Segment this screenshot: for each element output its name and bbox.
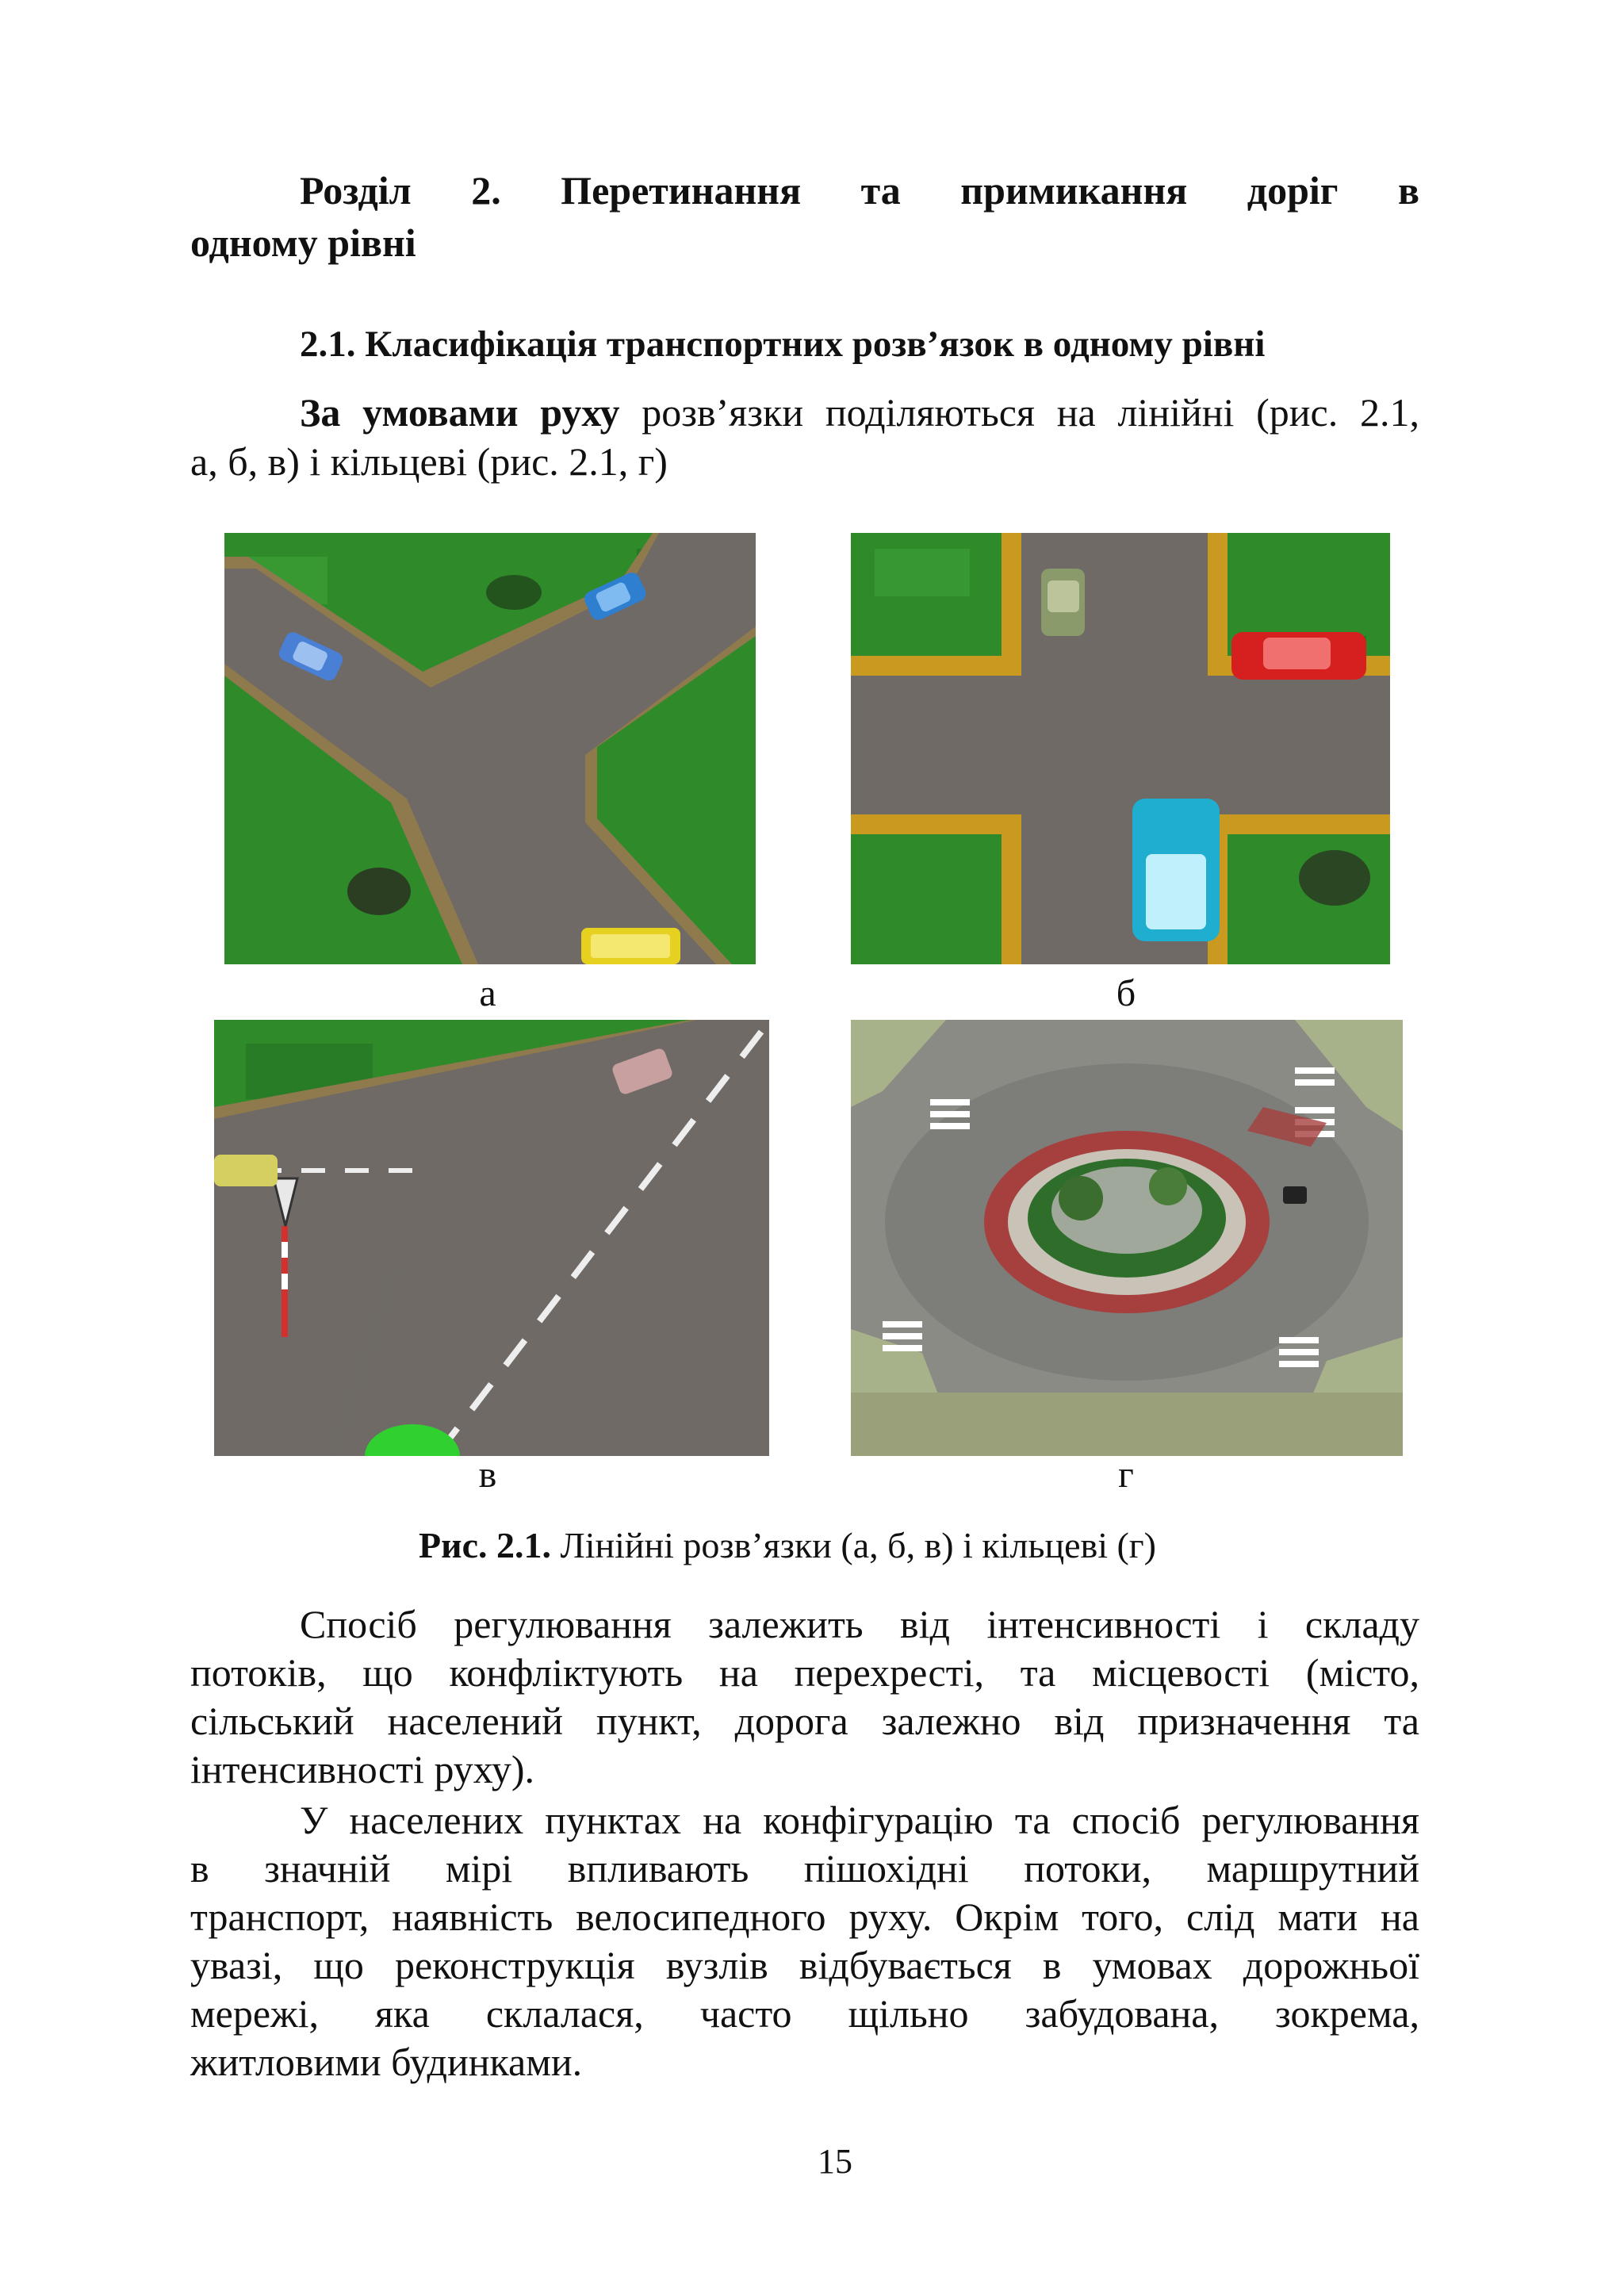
figure-a-image	[224, 533, 756, 964]
para2-line3: транспорт, наявність велосипедного руху. Окрім того, слід мати на	[190, 1895, 1419, 1939]
para2-line5: мережі, яка склалася, часто щільно забудована, зокрема,	[190, 1991, 1419, 2036]
figure-caption	[419, 1523, 1291, 1568]
para2-line6: житловими будинками.	[190, 2040, 583, 2084]
intro-line2: а, б, в) і кільцеві (рис. 2.1, г)	[190, 439, 668, 484]
para1-line1: Спосіб регулювання залежить від інтенсивності і складу	[300, 1602, 1419, 1646]
intro-line1-rest: розв’язки поділяються на лінійні (рис. 2.1,	[619, 390, 1419, 435]
intro-line1	[300, 389, 1419, 437]
figure-v-image	[214, 1020, 769, 1456]
figure-caption-text: Лінійні розв’язки (а, б, в) і кільцеві (г)	[551, 1525, 1156, 1565]
para1-line3: сільський населений пункт, дорога залежно від призначення та	[190, 1699, 1419, 1743]
intro-bold-lead: За умовами руху	[300, 390, 620, 435]
figure-b-image	[851, 533, 1390, 964]
figure-label-g: г	[1118, 1454, 1134, 1496]
para2-line1: У населених пунктах на конфігурацію та спосіб регулювання	[300, 1798, 1419, 1842]
figure-label-b: б	[1116, 972, 1136, 1014]
figure-g-image	[851, 1020, 1403, 1456]
para2-line2: в значній мірі впливають пішохідні потоки, маршрутний	[190, 1846, 1419, 1891]
figure-caption-bold: Рис. 2.1.	[419, 1525, 552, 1565]
section-title-line1: Розділ 2. Перетинання та примикання доріг в	[300, 168, 1419, 213]
figure-label-a: а	[479, 972, 496, 1014]
subsection-title: 2.1. Класифікація транспортних розв’язок в одному рівні	[300, 324, 1266, 365]
figure-label-v: в	[478, 1454, 497, 1496]
para1-line2: потоків, що конфліктують на перехресті, та місцевості (місто,	[190, 1650, 1419, 1695]
para2-line4: увазі, що реконструкція вузлів відбувається в умовах дорожньої	[190, 1943, 1419, 1987]
section-title-line2: одному рівні	[190, 220, 416, 265]
page-number: 15	[818, 2142, 852, 2181]
para1-line4: інтенсивності руху).	[190, 1747, 535, 1791]
